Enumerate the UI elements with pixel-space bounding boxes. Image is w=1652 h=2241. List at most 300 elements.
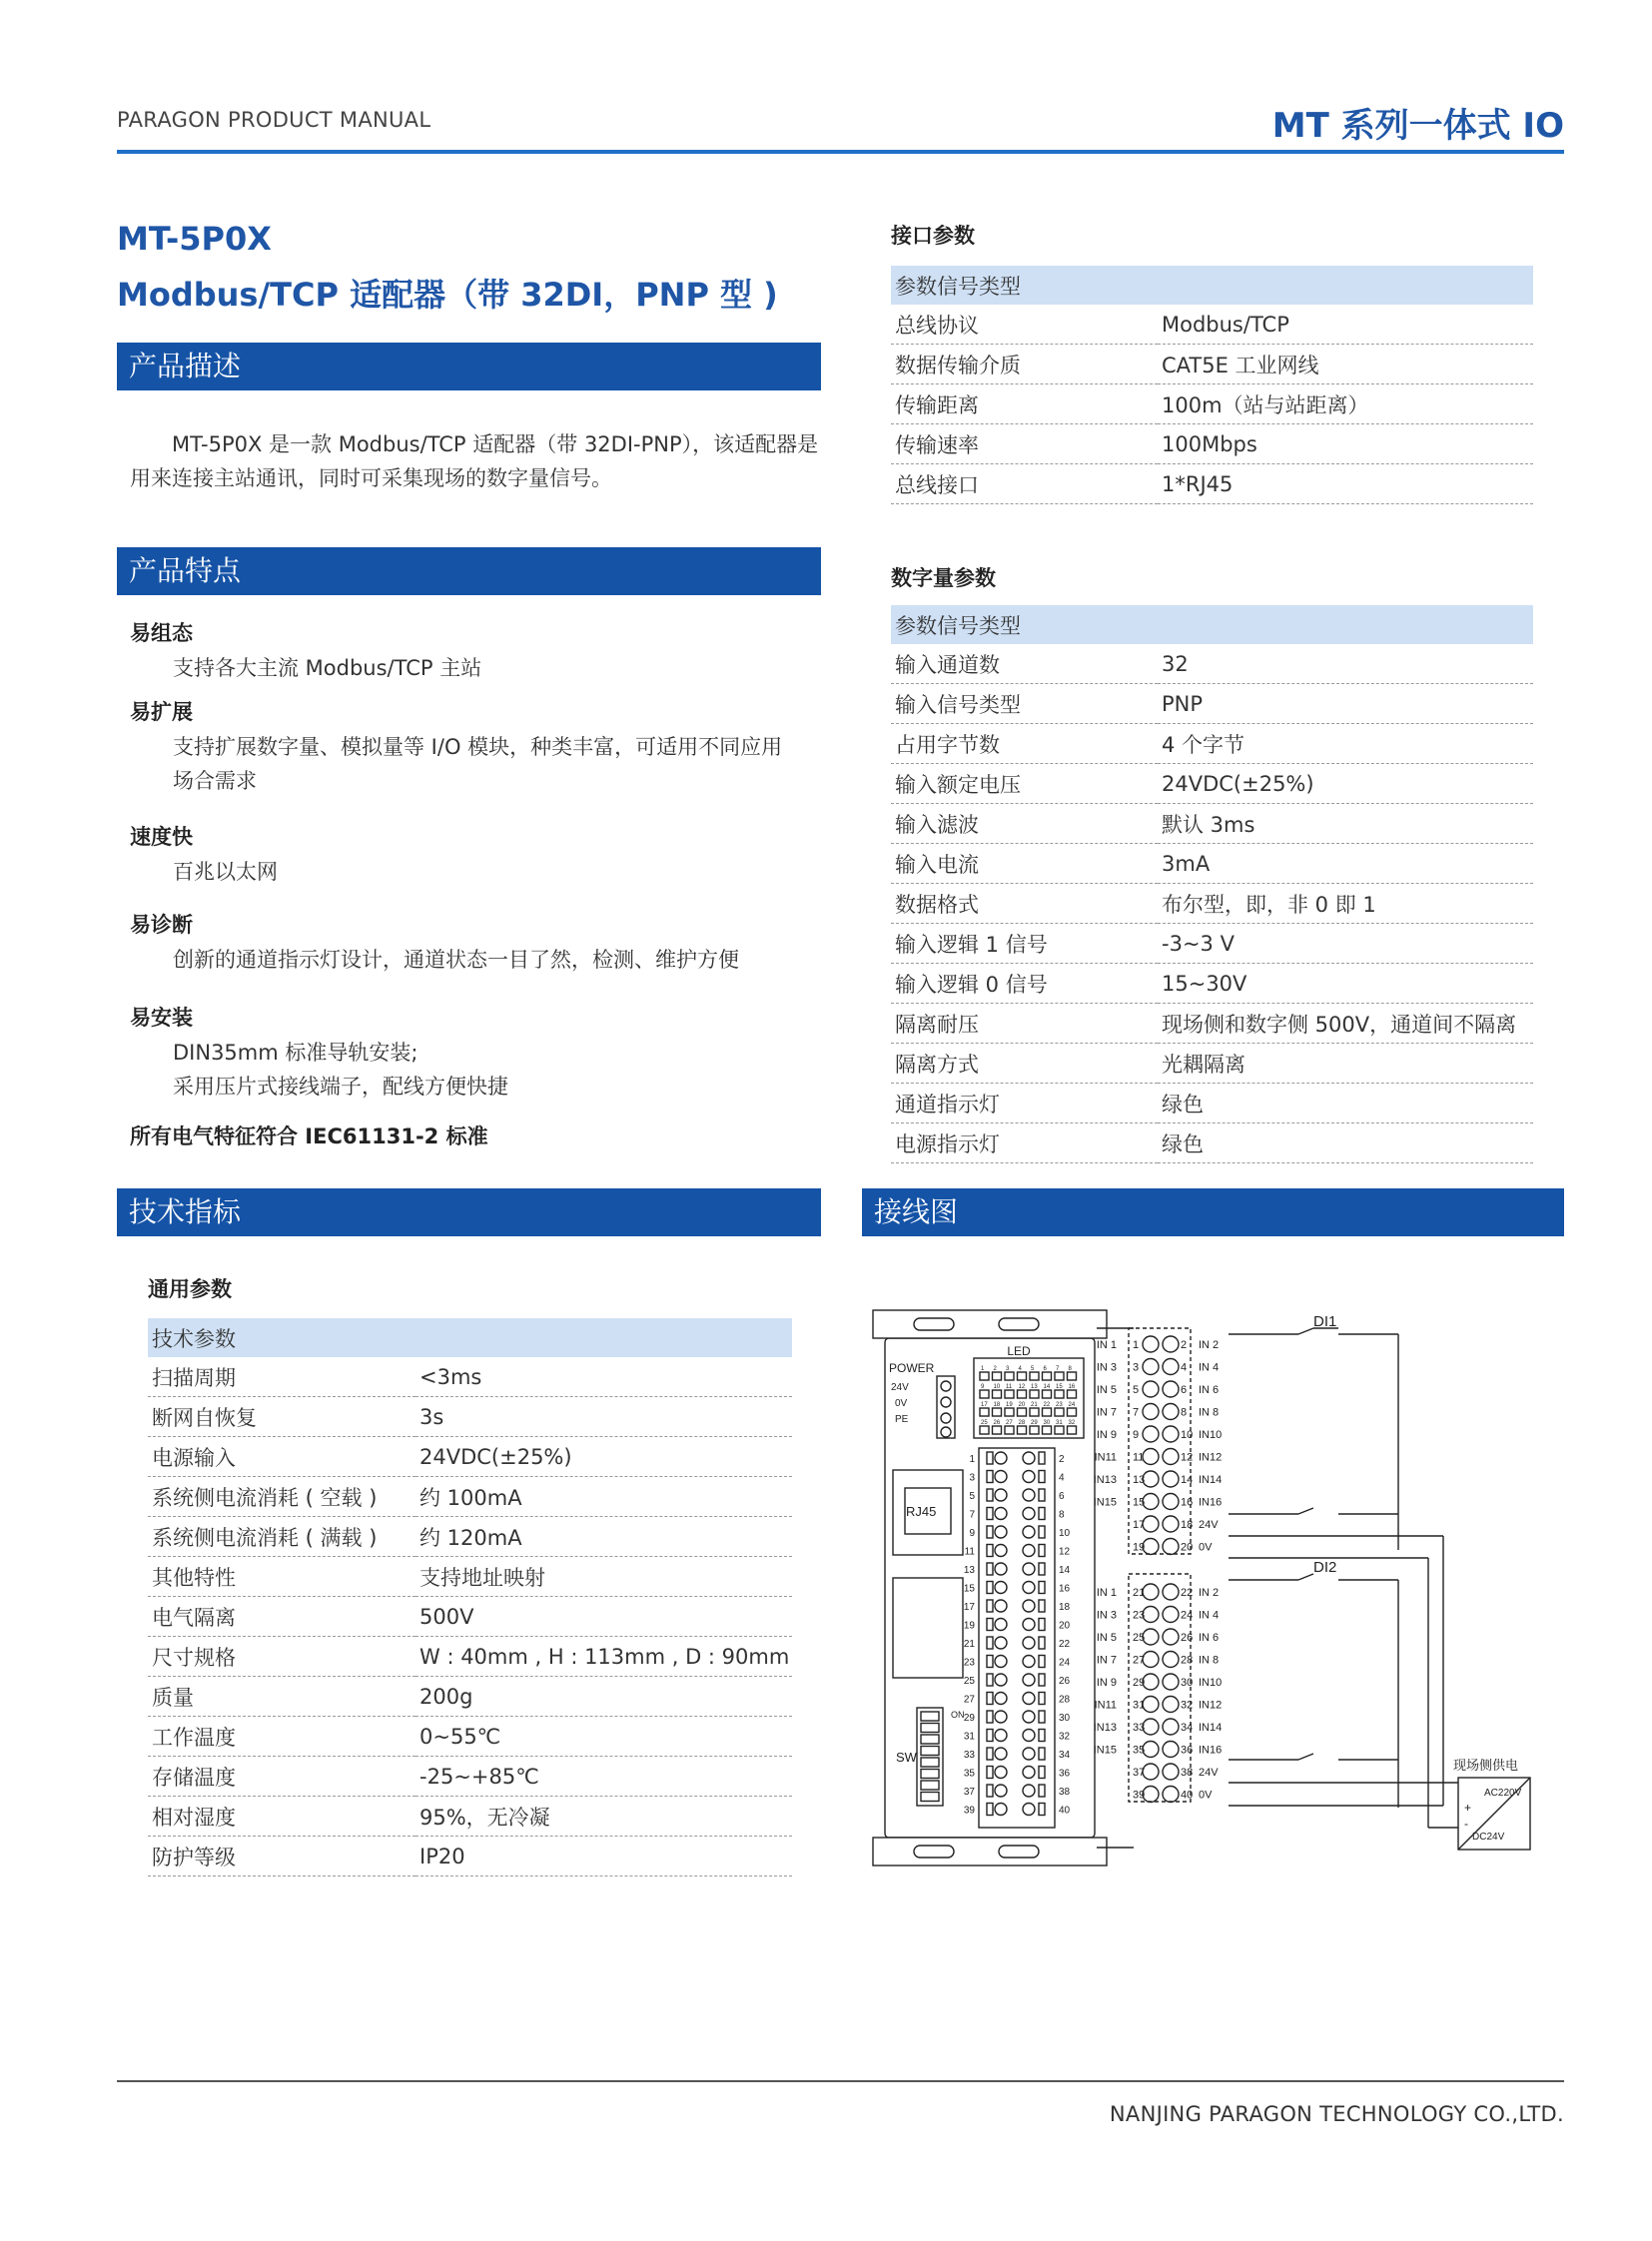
- terminal-number: 40: [1181, 1789, 1194, 1802]
- led-number: 14: [1043, 1384, 1051, 1390]
- led-indicator: [1018, 1372, 1027, 1380]
- terminal-number: 3: [969, 1472, 975, 1484]
- led-indicator: [1043, 1408, 1052, 1416]
- terminal-number: 17: [963, 1602, 975, 1613]
- led-number: 5: [1031, 1366, 1035, 1372]
- table-row: [891, 1004, 1533, 1044]
- dip-cell: [921, 1793, 939, 1802]
- param-name: 电源指示灯: [891, 1123, 1158, 1163]
- param-name: 断网自恢复: [148, 1397, 415, 1437]
- param-name: 传输速率: [891, 424, 1158, 464]
- dip-cell: [921, 1781, 939, 1790]
- terminal-number: 12: [1181, 1451, 1194, 1464]
- table-row: [891, 1123, 1533, 1163]
- param-name: 电气隔离: [148, 1597, 415, 1637]
- led-number: 12: [1018, 1384, 1026, 1390]
- param-value: 1*RJ45: [1158, 464, 1533, 504]
- terminal-number: 22: [1181, 1587, 1194, 1599]
- param-name: 质量: [148, 1677, 415, 1717]
- terminal-number: 14: [1059, 1565, 1071, 1576]
- led-indicator: [1018, 1408, 1027, 1416]
- channel-label: IN 2: [1199, 1339, 1220, 1351]
- terminal-number: 36: [1059, 1768, 1071, 1780]
- param-name: 扫描周期: [148, 1357, 415, 1397]
- terminal-screw: [1143, 1539, 1159, 1555]
- header-right: MT 系列一体式 IO: [1271, 106, 1564, 146]
- channel-label: 24V: [1199, 1519, 1219, 1531]
- table-row: [891, 684, 1533, 724]
- section-wiring-title: 接线图: [862, 1188, 1564, 1236]
- terminal-number: 12: [1059, 1546, 1071, 1558]
- feature-text: 场合需求: [173, 769, 257, 793]
- led-number: 8: [1068, 1366, 1072, 1372]
- channel-label: IN11: [1094, 1451, 1117, 1464]
- channel-label: IN12: [1199, 1699, 1223, 1712]
- param-value: -3~3 V: [1158, 924, 1533, 964]
- terminal-screw: [1163, 1471, 1179, 1487]
- module-terminal: [995, 1785, 1007, 1797]
- led-indicator: [1055, 1426, 1064, 1434]
- terminal-number: 16: [1181, 1496, 1194, 1509]
- led-number: 29: [1031, 1420, 1038, 1426]
- led-indicator: [1018, 1426, 1027, 1434]
- terminal-number: 38: [1059, 1787, 1071, 1798]
- dip-cell: [921, 1712, 939, 1721]
- module-terminal: [1023, 1489, 1035, 1501]
- param-value: Modbus/TCP: [1158, 305, 1533, 345]
- product-subtitle: Modbus/TCP 适配器（带 32DI，PNP 型 ): [117, 276, 778, 314]
- table-row: [891, 1084, 1533, 1123]
- terminal-screw: [1143, 1764, 1159, 1780]
- param-value: IP20: [415, 1837, 792, 1876]
- param-name: 占用字节数: [891, 724, 1158, 764]
- terminal-screw: [1143, 1787, 1159, 1803]
- led-indicator: [993, 1408, 1002, 1416]
- param-value: PNP: [1158, 684, 1533, 724]
- terminal-screw: [1143, 1471, 1159, 1487]
- module-terminal: [995, 1711, 1007, 1723]
- description-text: MT-5P0X 是一款 Modbus/TCP 适配器（带 32DI-PNP），该适配器是用来连接主站通讯，同时可采集现场的数字量信号。: [130, 432, 819, 490]
- led-label: LED: [1007, 1344, 1031, 1358]
- table-row: [148, 1557, 792, 1597]
- channel-label: 24V: [1199, 1767, 1219, 1779]
- led-number: 10: [993, 1384, 1001, 1390]
- table-row: [891, 924, 1533, 964]
- table-row: [148, 1717, 792, 1757]
- terminal-number: 2: [1059, 1454, 1065, 1465]
- terminal-number: 19: [1133, 1541, 1146, 1554]
- led-number: 1: [981, 1366, 985, 1372]
- terminal-screw: [1163, 1404, 1179, 1420]
- table-row: [148, 1517, 792, 1557]
- led-number: 25: [981, 1420, 988, 1426]
- terminal-number: 30: [1059, 1713, 1071, 1724]
- led-number: 17: [981, 1402, 988, 1408]
- terminal-number: 21: [963, 1639, 975, 1650]
- param-name: 传输距离: [891, 384, 1158, 424]
- terminal-screw: [1143, 1607, 1159, 1623]
- terminal-screw: [1163, 1787, 1179, 1803]
- terminal-screw: [1163, 1719, 1179, 1735]
- terminal-screw: [1163, 1359, 1179, 1375]
- blank-panel: [893, 1578, 963, 1678]
- led-indicator: [980, 1408, 989, 1416]
- led-number: 20: [1018, 1402, 1026, 1408]
- minus-label: -: [1464, 1817, 1468, 1831]
- table-row: [148, 1357, 792, 1397]
- di2-label: DI2: [1313, 1559, 1337, 1576]
- module-terminal: [995, 1656, 1007, 1668]
- led-number: 30: [1043, 1420, 1051, 1426]
- sw-label: SW: [896, 1750, 917, 1765]
- channel-label: IN 5: [1096, 1384, 1117, 1396]
- wire: [1298, 1508, 1313, 1514]
- terminal-number: 9: [1133, 1429, 1140, 1441]
- terminal-number: 2: [1181, 1339, 1188, 1351]
- terminal-number: 13: [963, 1565, 975, 1576]
- led-indicator: [993, 1372, 1002, 1380]
- terminal-number: 26: [1181, 1632, 1194, 1644]
- terminal-screw: [1143, 1719, 1159, 1735]
- led-number: 11: [1006, 1384, 1013, 1390]
- feature-title: 易安装: [130, 1006, 193, 1030]
- table-row: [148, 1437, 792, 1477]
- module-terminal: [995, 1526, 1007, 1538]
- terminal-screw: [1143, 1336, 1159, 1352]
- module-terminal: [995, 1767, 1007, 1779]
- module-terminal: [995, 1637, 1007, 1649]
- terminal-screw: [1143, 1629, 1159, 1645]
- module-terminal: [1023, 1563, 1035, 1575]
- param-name: 输入逻辑 1 信号: [891, 924, 1158, 964]
- terminal-number: 4: [1181, 1361, 1188, 1374]
- module-terminal: [1023, 1656, 1035, 1668]
- terminal-number: 35: [1133, 1744, 1146, 1757]
- terminal-number: 23: [963, 1657, 975, 1669]
- feature-text: DIN35mm 标准导轨安装;: [173, 1041, 418, 1065]
- terminal-screw: [1163, 1607, 1179, 1623]
- led-number: 6: [1043, 1366, 1047, 1372]
- param-value: 100Mbps: [1158, 424, 1533, 464]
- terminal-number: 22: [1059, 1639, 1071, 1650]
- table-row: [891, 764, 1533, 804]
- terminal-screw: [1143, 1404, 1159, 1420]
- led-number: 19: [1006, 1402, 1013, 1408]
- module-bottom-rail: [873, 1838, 1107, 1866]
- led-number: 16: [1068, 1384, 1076, 1390]
- terminal-screw: [1163, 1449, 1179, 1465]
- table-row: [891, 724, 1533, 764]
- module-terminal: [1023, 1545, 1035, 1557]
- wire: [1298, 1574, 1313, 1580]
- terminal-screw: [1163, 1652, 1179, 1668]
- table-row: [891, 1044, 1533, 1084]
- terminal-number: 39: [963, 1805, 975, 1817]
- param-value: 约 120mA: [415, 1517, 792, 1557]
- param-name: 数据格式: [891, 884, 1158, 924]
- param-value: -25~+85℃: [415, 1757, 792, 1797]
- terminal-screw: [1143, 1494, 1159, 1510]
- channel-label: IN 4: [1199, 1361, 1220, 1374]
- channel-label: IN12: [1199, 1451, 1223, 1464]
- on-label: ON: [951, 1710, 965, 1720]
- module-terminal: [1023, 1674, 1035, 1686]
- module-terminal: [1023, 1711, 1035, 1723]
- terminal-number: 5: [969, 1491, 975, 1502]
- led-number: 23: [1056, 1402, 1063, 1408]
- terminal-number: 33: [1133, 1722, 1146, 1734]
- param-value: 3s: [415, 1397, 792, 1437]
- module-terminal: [1023, 1526, 1035, 1538]
- header-left: PARAGON PRODUCT MANUAL: [117, 108, 431, 132]
- param-value: 支持地址映射: [415, 1557, 792, 1597]
- terminal-number: 6: [1059, 1491, 1065, 1502]
- param-name: 输入通道数: [891, 644, 1158, 684]
- channel-label: IN 4: [1199, 1609, 1220, 1622]
- terminal-number: 11: [964, 1546, 975, 1558]
- header-rule: [117, 150, 1564, 154]
- param-name: 存储温度: [148, 1757, 415, 1797]
- table-row: [148, 1397, 792, 1437]
- terminal-number: 19: [963, 1620, 975, 1632]
- param-value: 95%，无冷凝: [415, 1797, 792, 1837]
- led-indicator: [1068, 1408, 1077, 1416]
- param-name: 输入滤波: [891, 804, 1158, 844]
- terminal-screw: [1143, 1359, 1159, 1375]
- led-number: 22: [1043, 1402, 1051, 1408]
- terminal-number: 5: [1133, 1384, 1140, 1396]
- led-number: 27: [1006, 1420, 1013, 1426]
- terminal-number: 30: [1181, 1677, 1194, 1689]
- channel-label: IN 9: [1096, 1677, 1117, 1689]
- terminal-screw: [1163, 1516, 1179, 1532]
- param-value: 15~30V: [1158, 964, 1533, 1004]
- terminal-number: 15: [963, 1583, 975, 1595]
- module-terminal: [1023, 1452, 1035, 1464]
- plus-label: +: [1464, 1801, 1472, 1815]
- param-name: 输入额定电压: [891, 764, 1158, 804]
- led-indicator: [1068, 1390, 1077, 1398]
- terminal-screw: [1163, 1381, 1179, 1397]
- terminal-number: 25: [963, 1676, 975, 1687]
- table-row: [148, 1837, 792, 1876]
- led-indicator: [1043, 1390, 1052, 1398]
- led-indicator: [1018, 1390, 1027, 1398]
- param-value: <3ms: [415, 1357, 792, 1397]
- led-indicator: [1005, 1372, 1014, 1380]
- terminal-number: 34: [1181, 1722, 1194, 1734]
- param-value: 24VDC(±25%): [415, 1437, 792, 1477]
- led-indicator: [993, 1390, 1002, 1398]
- terminal-screw: [1163, 1494, 1179, 1510]
- led-number: 2: [993, 1366, 997, 1372]
- led-number: 9: [981, 1384, 985, 1390]
- terminal-number: 27: [963, 1694, 975, 1706]
- terminal-number: 34: [1059, 1750, 1071, 1761]
- module-terminal: [995, 1508, 1007, 1520]
- led-number: 32: [1068, 1420, 1076, 1426]
- section-description-title: 产品描述: [117, 343, 821, 390]
- general-params-title: 通用参数: [148, 1277, 232, 1301]
- led-indicator: [993, 1426, 1002, 1434]
- footer-company: NANJING PARAGON TECHNOLOGY CO.,LTD.: [1109, 2102, 1564, 2126]
- section-features-title: 产品特点: [117, 547, 821, 595]
- terminal-number: 32: [1059, 1731, 1071, 1743]
- terminal-number: 6: [1181, 1384, 1188, 1396]
- terminal-screw: [1143, 1449, 1159, 1465]
- ac-label: AC220V: [1484, 1788, 1522, 1799]
- led-indicator: [980, 1426, 989, 1434]
- terminal-number: 31: [1133, 1699, 1146, 1712]
- terminal-screw: [1143, 1584, 1159, 1600]
- module-terminal: [995, 1563, 1007, 1575]
- wire: [1298, 1754, 1313, 1760]
- channel-label: IN16: [1199, 1744, 1223, 1757]
- param-value: 32: [1158, 644, 1533, 684]
- module-terminal: [995, 1804, 1007, 1816]
- terminal-number: 13: [1133, 1474, 1146, 1486]
- terminal-number: 25: [1133, 1632, 1146, 1644]
- feature-text: 创新的通道指示灯设计，通道状态一目了然，检测、维护方便: [173, 948, 739, 972]
- param-value: 0~55℃: [415, 1717, 792, 1757]
- channel-label: IN 6: [1199, 1384, 1220, 1396]
- terminal-number: 14: [1181, 1474, 1194, 1486]
- param-name: 数据传输介质: [891, 345, 1158, 384]
- terminal-number: 28: [1059, 1694, 1071, 1706]
- param-name: 尺寸规格: [148, 1637, 415, 1677]
- feature-title: 易组态: [130, 621, 193, 645]
- interface-params-title: 接口参数: [891, 224, 975, 248]
- terminal-number: 7: [1133, 1406, 1140, 1419]
- terminal-number: 37: [963, 1787, 975, 1798]
- digital-params-title: 数字量参数: [891, 566, 996, 590]
- module-terminal: [995, 1545, 1007, 1557]
- terminal-number: 29: [1133, 1677, 1146, 1689]
- led-indicator: [1030, 1372, 1039, 1380]
- general-params-table: [148, 1318, 792, 1876]
- param-value: 绿色: [1158, 1123, 1533, 1163]
- di1-label: DI1: [1313, 1313, 1337, 1330]
- led-indicator: [980, 1372, 989, 1380]
- param-name: 系统侧电流消耗 ( 空载 ): [148, 1477, 415, 1517]
- terminal-number: 28: [1181, 1654, 1194, 1667]
- terminal-number: 10: [1181, 1429, 1194, 1441]
- channel-label: IN 1: [1096, 1587, 1117, 1599]
- param-value: 24VDC(±25%): [1158, 764, 1533, 804]
- table-row: [891, 384, 1533, 424]
- led-indicator: [1055, 1372, 1064, 1380]
- table-row: [148, 1677, 792, 1717]
- module-terminal: [995, 1600, 1007, 1612]
- module-terminal: [995, 1693, 1007, 1705]
- table-row: [891, 884, 1533, 924]
- module-terminal: [1023, 1471, 1035, 1483]
- terminal-number: 18: [1181, 1519, 1194, 1531]
- terminal-number: 9: [969, 1528, 975, 1539]
- terminal-number: 16: [1059, 1583, 1071, 1595]
- terminal-screw: [1143, 1742, 1159, 1758]
- module-top-rail: [873, 1310, 1107, 1338]
- terminal-screw: [1143, 1674, 1159, 1690]
- feature-text: 支持各大主流 Modbus/TCP 主站: [173, 656, 482, 680]
- led-indicator: [1030, 1408, 1039, 1416]
- footer-rule: [117, 2080, 1564, 2082]
- compliance-note: 所有电气特征符合 IEC61131-2 标准: [130, 1124, 488, 1148]
- led-indicator: [1043, 1426, 1052, 1434]
- table-header: 参数信号类型: [891, 605, 1533, 644]
- terminal-number: 37: [1133, 1767, 1146, 1779]
- param-value: 约 100mA: [415, 1477, 792, 1517]
- led-number: 3: [1006, 1366, 1010, 1372]
- param-value: CAT5E 工业网线: [1158, 345, 1533, 384]
- v0-label: 0V: [895, 1398, 908, 1409]
- dip-cell: [921, 1724, 939, 1733]
- interface-params-table: [891, 266, 1533, 504]
- channel-label: IN11: [1094, 1699, 1117, 1712]
- led-number: 21: [1031, 1402, 1038, 1408]
- terminal-screw: [1163, 1584, 1179, 1600]
- terminal-number: 1: [969, 1454, 975, 1465]
- param-name: 隔离方式: [891, 1044, 1158, 1084]
- table-row: [148, 1477, 792, 1517]
- channel-label: IN 3: [1096, 1609, 1117, 1622]
- table-row: [148, 1797, 792, 1837]
- channel-label: IN 7: [1096, 1406, 1117, 1419]
- table-row: [891, 964, 1533, 1004]
- terminal-number: 18: [1059, 1602, 1071, 1613]
- terminal-number: 10: [1059, 1528, 1071, 1539]
- terminal-screw: [1163, 1674, 1179, 1690]
- param-name: 防护等级: [148, 1837, 415, 1876]
- channel-label: IN13: [1093, 1722, 1117, 1734]
- terminal-screw: [1163, 1426, 1179, 1442]
- channel-label: IN 3: [1096, 1361, 1117, 1374]
- led-indicator: [1055, 1408, 1064, 1416]
- terminal-number: 21: [1133, 1587, 1146, 1599]
- param-name: 隔离耐压: [891, 1004, 1158, 1044]
- terminal-number: 27: [1133, 1654, 1146, 1667]
- channel-label: IN14: [1199, 1474, 1223, 1486]
- param-name: 输入逻辑 0 信号: [891, 964, 1158, 1004]
- param-name: 系统侧电流消耗 ( 满载 ): [148, 1517, 415, 1557]
- terminal-number: 8: [1059, 1509, 1065, 1521]
- power-label: POWER: [889, 1361, 935, 1375]
- digital-params-table: [891, 605, 1533, 1163]
- terminal-block: [979, 1448, 1055, 1828]
- dip-cell: [921, 1770, 939, 1779]
- led-number: 13: [1031, 1384, 1038, 1390]
- channel-label: IN 8: [1199, 1654, 1220, 1667]
- module-terminal: [995, 1489, 1007, 1501]
- table-header: 参数信号类型: [891, 266, 1533, 305]
- terminal-screw: [1163, 1629, 1179, 1645]
- table-row: [891, 844, 1533, 884]
- channel-label: IN10: [1199, 1429, 1223, 1441]
- param-name: 通道指示灯: [891, 1084, 1158, 1123]
- feature-title: 易扩展: [130, 700, 193, 724]
- terminal-number: 35: [963, 1768, 975, 1780]
- terminal-number: 24: [1059, 1657, 1071, 1669]
- led-indicator: [1055, 1390, 1064, 1398]
- module-terminal: [1023, 1600, 1035, 1612]
- led-number: 15: [1056, 1384, 1063, 1390]
- led-number: 18: [993, 1402, 1001, 1408]
- pe-label: PE: [895, 1414, 909, 1425]
- param-value: 光耦隔离: [1158, 1044, 1533, 1084]
- terminal-number: 15: [1133, 1496, 1146, 1509]
- module-terminal: [995, 1452, 1007, 1464]
- led-indicator: [1005, 1408, 1014, 1416]
